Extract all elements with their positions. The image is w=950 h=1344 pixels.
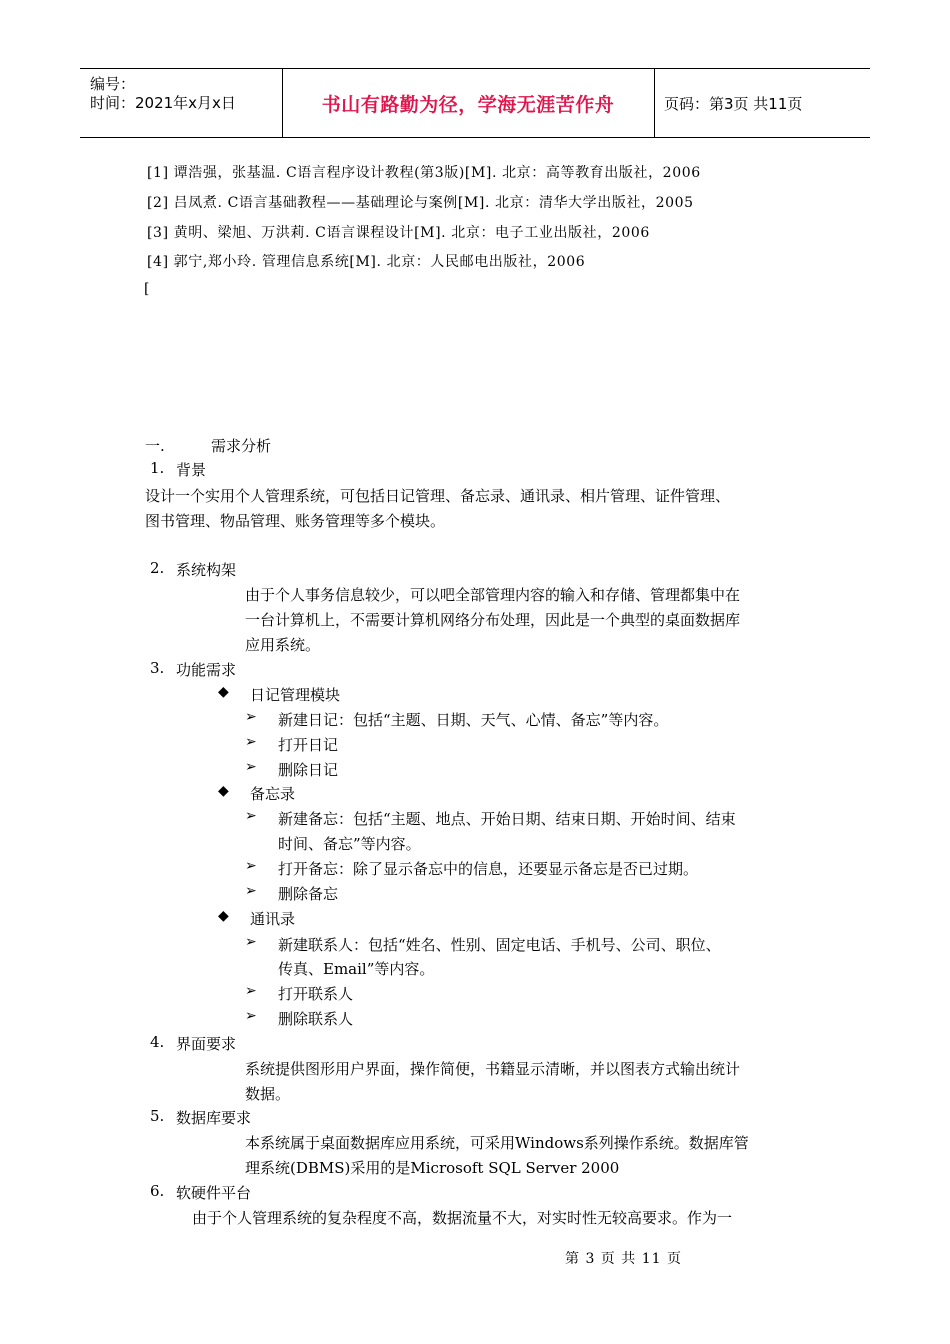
- arrow-bullet-icon: ➢: [245, 734, 257, 750]
- page-footer: 第 3 页 共 11 页: [565, 1251, 682, 1267]
- subsection-title: 背景: [176, 461, 207, 479]
- paragraph-line: 由于个人管理系统的复杂程度不高，数据流量不大，对实时性无较高要求。作为一: [192, 1209, 733, 1227]
- doc-code-label: 编号：: [90, 75, 136, 93]
- paragraph-line: 数据。: [245, 1085, 291, 1103]
- reference-item: [3] 黄明、梁旭、万洪莉. C语言课程设计[M]. 北京：电子工业出版社，2006: [147, 225, 650, 241]
- subsection-number: 3.: [150, 659, 165, 677]
- paragraph-line: 系统提供图形用户界面，操作简便，书籍显示清晰，并以图表方式输出统计: [245, 1060, 741, 1078]
- subsection-title: 系统构架: [176, 561, 237, 579]
- header-motto: 书山有路勤为径，学海无涯苦作舟: [321, 93, 615, 116]
- reference-item: [1] 谭浩强，张基温. C语言程序设计教程(第3版)[M]. 北京：高等教育出版社，2006: [147, 165, 701, 181]
- list-item-continued: 传真、Email”等内容。: [278, 960, 435, 978]
- subsection-title: 数据库要求: [176, 1109, 252, 1127]
- paragraph-line: 设计一个实用个人管理系统，可包括日记管理、备忘录、通讯录、相片管理、证件管理、: [145, 487, 731, 505]
- list-item-continued: 时间、备忘”等内容。: [278, 835, 421, 853]
- diamond-bullet-icon: ◆: [218, 684, 229, 700]
- subsection-number: 6.: [150, 1182, 165, 1200]
- paragraph-line: 一台计算机上，不需要计算机网络分布处理，因此是一个典型的桌面数据库: [245, 611, 741, 629]
- paragraph-line: 理系统(DBMS)采用的是Microsoft SQL Server 2000: [245, 1159, 620, 1177]
- paragraph-line: 图书管理、物品管理、账务管理等多个模块。: [145, 512, 446, 530]
- list-item: 打开联系人: [278, 985, 354, 1003]
- diamond-bullet-icon: ◆: [218, 908, 229, 924]
- header-divider: [654, 69, 655, 137]
- reference-item: [2] 吕凤煮. C语言基础教程——基础理论与案例[M]. 北京：清华大学出版社，2005: [147, 195, 694, 211]
- list-item: 删除备忘: [278, 885, 339, 903]
- arrow-bullet-icon: ➢: [245, 1008, 257, 1024]
- subsection-title: 功能需求: [176, 661, 237, 679]
- stray-bracket: [: [144, 281, 151, 297]
- page-header: [80, 68, 870, 138]
- arrow-bullet-icon: ➢: [245, 983, 257, 999]
- paragraph-line: 由于个人事务信息较少，可以吧全部管理内容的输入和存储、管理都集中在: [245, 586, 741, 604]
- doc-date-label: 时间：2021年x月x日: [90, 94, 236, 112]
- section-number: 一.: [145, 437, 165, 455]
- arrow-bullet-icon: ➢: [245, 808, 257, 824]
- module-title: 日记管理模块: [250, 686, 341, 704]
- module-title: 通讯录: [250, 910, 296, 928]
- arrow-bullet-icon: ➢: [245, 883, 257, 899]
- arrow-bullet-icon: ➢: [245, 934, 257, 950]
- list-item: 新建联系人：包括“姓名、性别、固定电话、手机号、公司、职位、: [278, 936, 721, 954]
- arrow-bullet-icon: ➢: [245, 709, 257, 725]
- header-meta: [90, 75, 236, 113]
- subsection-title: 界面要求: [176, 1035, 237, 1053]
- list-item: 新建备忘：包括“主题、地点、开始日期、结束日期、开始时间、结束: [278, 810, 736, 828]
- subsection-number: 1.: [150, 459, 165, 477]
- subsection-number: 2.: [150, 559, 165, 577]
- subsection-title: 软硬件平台: [176, 1184, 252, 1202]
- module-title: 备忘录: [250, 785, 296, 803]
- list-item: 删除联系人: [278, 1010, 354, 1028]
- paragraph-line: 本系统属于桌面数据库应用系统，可采用Windows系列操作系统。数据库管: [245, 1134, 749, 1152]
- list-item: 删除日记: [278, 761, 339, 779]
- list-item: 打开备忘：除了显示备忘中的信息，还要显示备忘是否已过期。: [278, 860, 699, 878]
- subsection-number: 4.: [150, 1033, 165, 1051]
- list-item: 新建日记：包括“主题、日期、天气、心情、备忘”等内容。: [278, 711, 669, 729]
- section-title: 需求分析: [211, 437, 272, 455]
- diamond-bullet-icon: ◆: [218, 783, 229, 799]
- reference-item: [4] 郭宁,郑小玲. 管理信息系统[M]. 北京：人民邮电出版社，2006: [147, 254, 586, 270]
- header-page-info: 页码：第3页 共11页: [664, 94, 803, 113]
- subsection-number: 5.: [150, 1107, 165, 1125]
- arrow-bullet-icon: ➢: [245, 759, 257, 775]
- arrow-bullet-icon: ➢: [245, 858, 257, 874]
- list-item: 打开日记: [278, 736, 339, 754]
- paragraph-line: 应用系统。: [245, 636, 321, 654]
